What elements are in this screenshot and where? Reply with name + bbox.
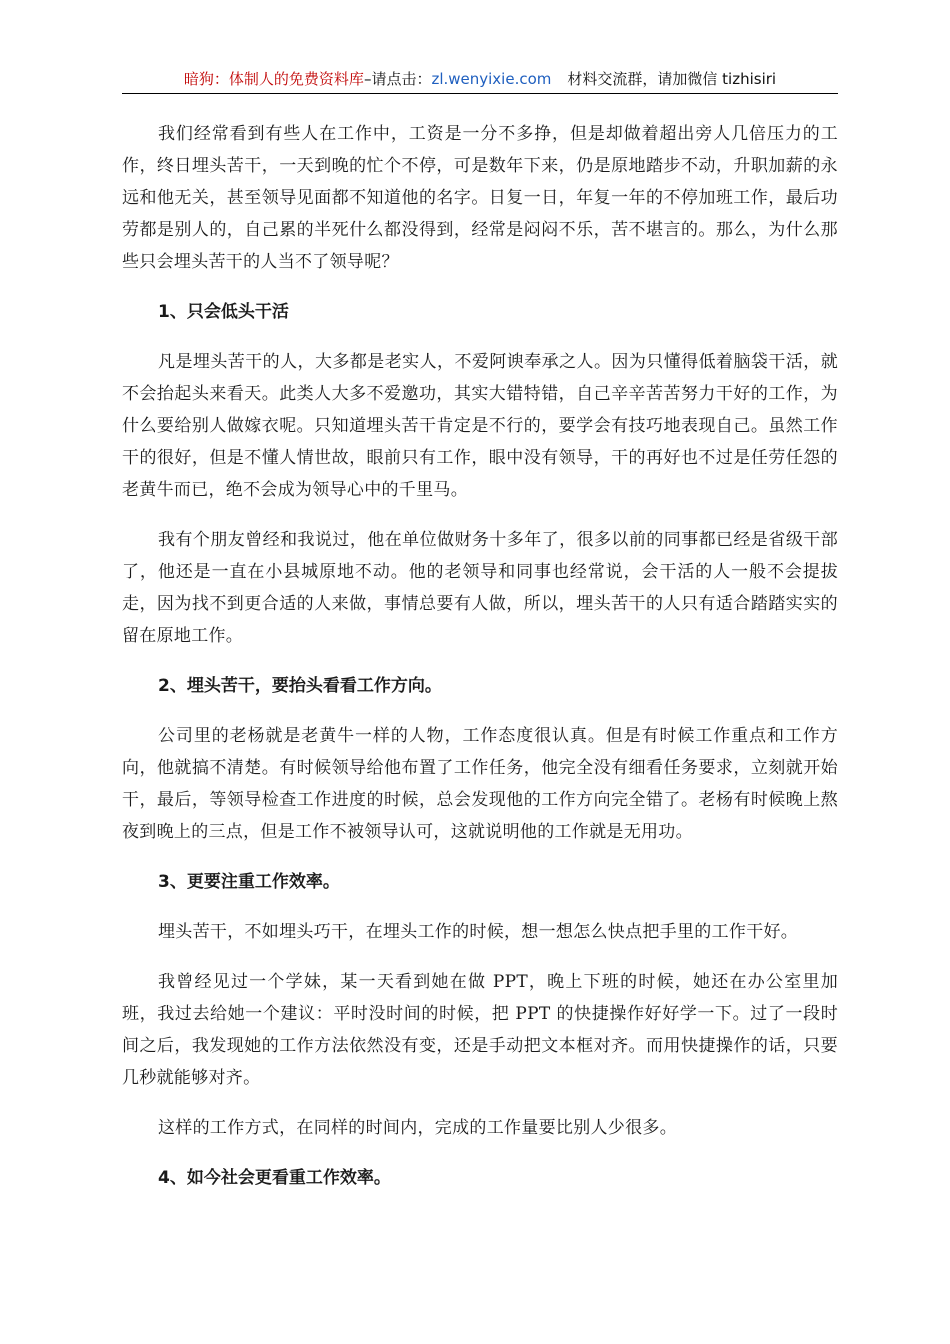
section-2-paragraph: 公司里的老杨就是老黄牛一样的人物，工作态度很认真。但是有时候工作重点和工作方向，他就搞不清楚。有时候领导给他布置了工作任务，他完全没有细看任务要求，立刻就开始干，最后，等领导检查工作进度的时候，总会发现他的工作方向完全错了。老杨有时候晚上熬夜到晚上的三点，但是工作不被领导认可，这就说明他的工作就是无用功。: [122, 726, 838, 842]
section-3-paragraph-1: 埋头苦干，不如埋头巧干，在埋头工作的时候，想一想怎么快点把手里的工作干好。: [158, 922, 799, 942]
section-heading-3: 3、更要注重工作效率。: [158, 872, 340, 892]
section-heading-4: 4、如今社会更看重工作效率。: [158, 1168, 391, 1188]
section-3-paragraph-2: 我曾经见过一个学妹，某一天看到她在做 PPT，晚上下班的时候，她还在办公室里加班，我过去给她一个建议：平时没时间的时候，把 PPT 的快捷操作好好学一下。过了一段时间之后，我发现她的工作方法依然没有变，还是手动把文本框对齐。而用快捷操作的话，只要几秒就能够对齐。: [122, 972, 838, 1088]
section-1-paragraph-2: 我有个朋友曾经和我说过，他在单位做财务十多年了，很多以前的同事都已经是省级干部了，他还是一直在小县城原地不动。他的老领导和同事也经常说，会干活的人一般不会提拔走，因为找不到更合适的人来做，事情总要有人做，所以，埋头苦干的人只有适合踏踏实实的留在原地工作。: [122, 530, 838, 646]
intro-paragraph: 我们经常看到有些人在工作中，工资是一分不多挣，但是却做着超出旁人几倍压力的工作，终日埋头苦干，一天到晚的忙个不停，可是数年下来，仍是原地踏步不动，升职加薪的永远和他无关，甚至领导见面都不知道他的名字。日复一日，年复一年的不停加班工作，最后功劳都是别人的，自己累的半死什么都没得到，经常是闷闷不乐，苦不堪言的。那么，为什么那些只会埋头苦干的人当不了领导呢？: [122, 124, 838, 272]
section-heading-1: 1、只会低头干活: [158, 302, 289, 322]
article-body: [122, 118, 838, 1212]
header-prompt: –请点击：: [363, 70, 432, 88]
header-brand: 暗狗：体制人的免费资料库: [183, 70, 364, 88]
section-heading-2: 2、埋头苦干，要抬头看看工作方向。: [158, 676, 442, 696]
section-1-paragraph-1: 凡是埋头苦干的人，大多都是老实人，不爱阿谀奉承之人。因为只懂得低着脑袋干活，就不会抬起头来看天。此类人大多不爱邀功，其实大错特错，自己辛辛苦苦努力干好的工作，为什么要给别人做嫁衣呢。只知道埋头苦干肯定是不行的，要学会有技巧地表现自己。虽然工作干的很好，但是不懂人情世故，眼前只有工作，眼中没有领导，干的再好也不过是任劳任怨的老黄牛而已，绝不会成为领导心中的千里马。: [122, 352, 838, 500]
section-3-paragraph-3: 这样的工作方式，在同样的时间内，完成的工作量要比别人少很多。: [158, 1118, 677, 1138]
header-url-link[interactable]: zl.wenyixie.com: [431, 70, 552, 88]
header-contact: 材料交流群，请加微信 tizhisiri: [567, 70, 777, 88]
page-header: [122, 64, 838, 94]
